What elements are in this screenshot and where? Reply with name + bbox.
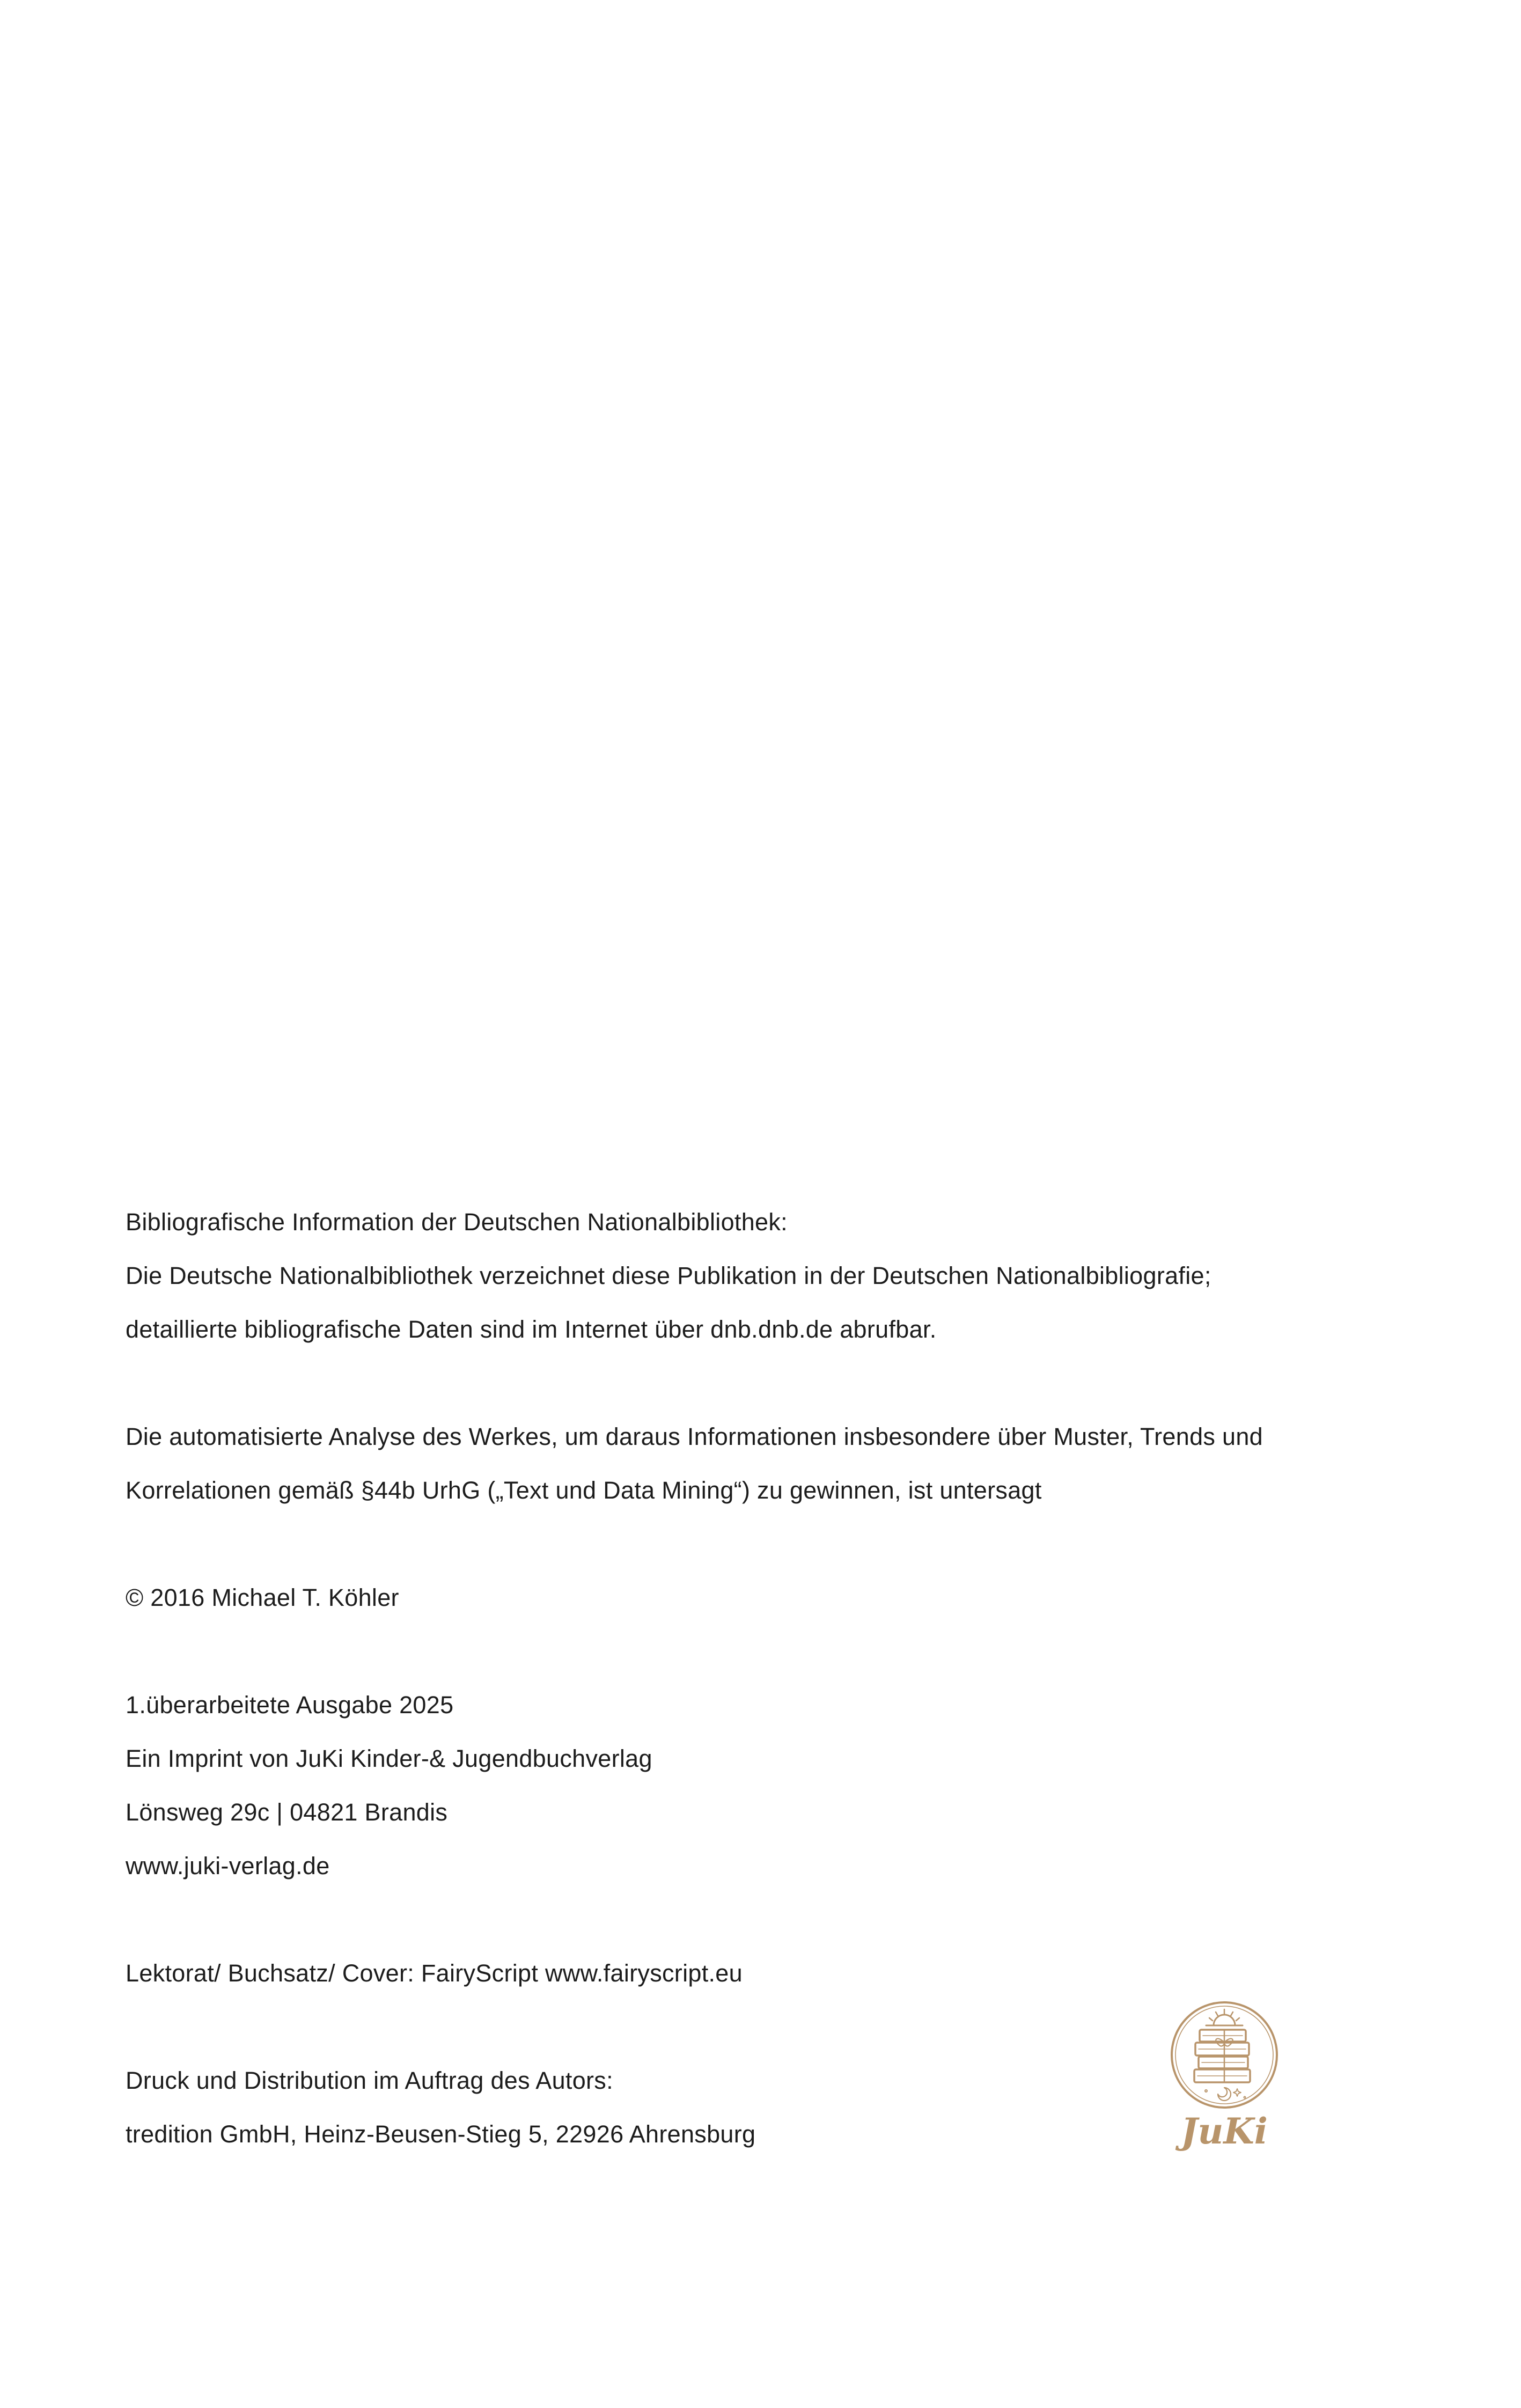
spacer xyxy=(126,1893,1413,1947)
juki-book-stack-logo-icon xyxy=(1169,1998,1292,2153)
edition-info: 1.überarbeitete Ausgabe 2025 xyxy=(126,1691,454,1719)
juki-wordmark: JuKi xyxy=(1181,2110,1268,2152)
text-data-mining-notice-line-2: Korrelationen gemäß §44b UrhG („Text und Data Mining“) zu gewinnen, ist untersagt xyxy=(126,1477,1042,1504)
spacer xyxy=(126,1517,1413,1571)
distribution-address: tredition GmbH, Heinz-Beusen-Stieg 5, 22926 Ahrensburg xyxy=(126,2120,756,2148)
production-credits: Lektorat/ Buchsatz/ Cover: FairyScript www.fairyscript.eu xyxy=(126,1959,743,1987)
bibliographic-text-line-2: detaillierte bibliografische Daten sind im Internet über dnb.dnb.de abrufbar. xyxy=(126,1316,937,1343)
bibliographic-text-line-1: Die Deutsche Nationalbibliothek verzeichnet diese Publikation in der Deutschen Nationalbibliografie; xyxy=(126,1262,1211,1289)
juki-logo xyxy=(1169,1998,1292,2153)
bibliographic-heading: Bibliografische Information der Deutschen Nationalbibliothek: xyxy=(126,1208,788,1236)
copyright-notice: © 2016 Michael T. Köhler xyxy=(126,1584,399,1611)
text-data-mining-notice-line-1: Die automatisierte Analyse des Werkes, um daraus Informationen insbesondere über Muster, Trends und xyxy=(126,1423,1263,1450)
distribution-heading: Druck und Distribution im Auftrag des Autors: xyxy=(126,2067,613,2094)
publisher-imprint: Ein Imprint von JuKi Kinder-& Jugendbuchverlag xyxy=(126,1745,652,1772)
spacer xyxy=(126,1625,1413,1678)
publisher-address: Lönsweg 29c | 04821 Brandis xyxy=(126,1798,448,1826)
publisher-website: www.juki-verlag.de xyxy=(126,1852,330,1880)
spacer xyxy=(126,1356,1413,1410)
